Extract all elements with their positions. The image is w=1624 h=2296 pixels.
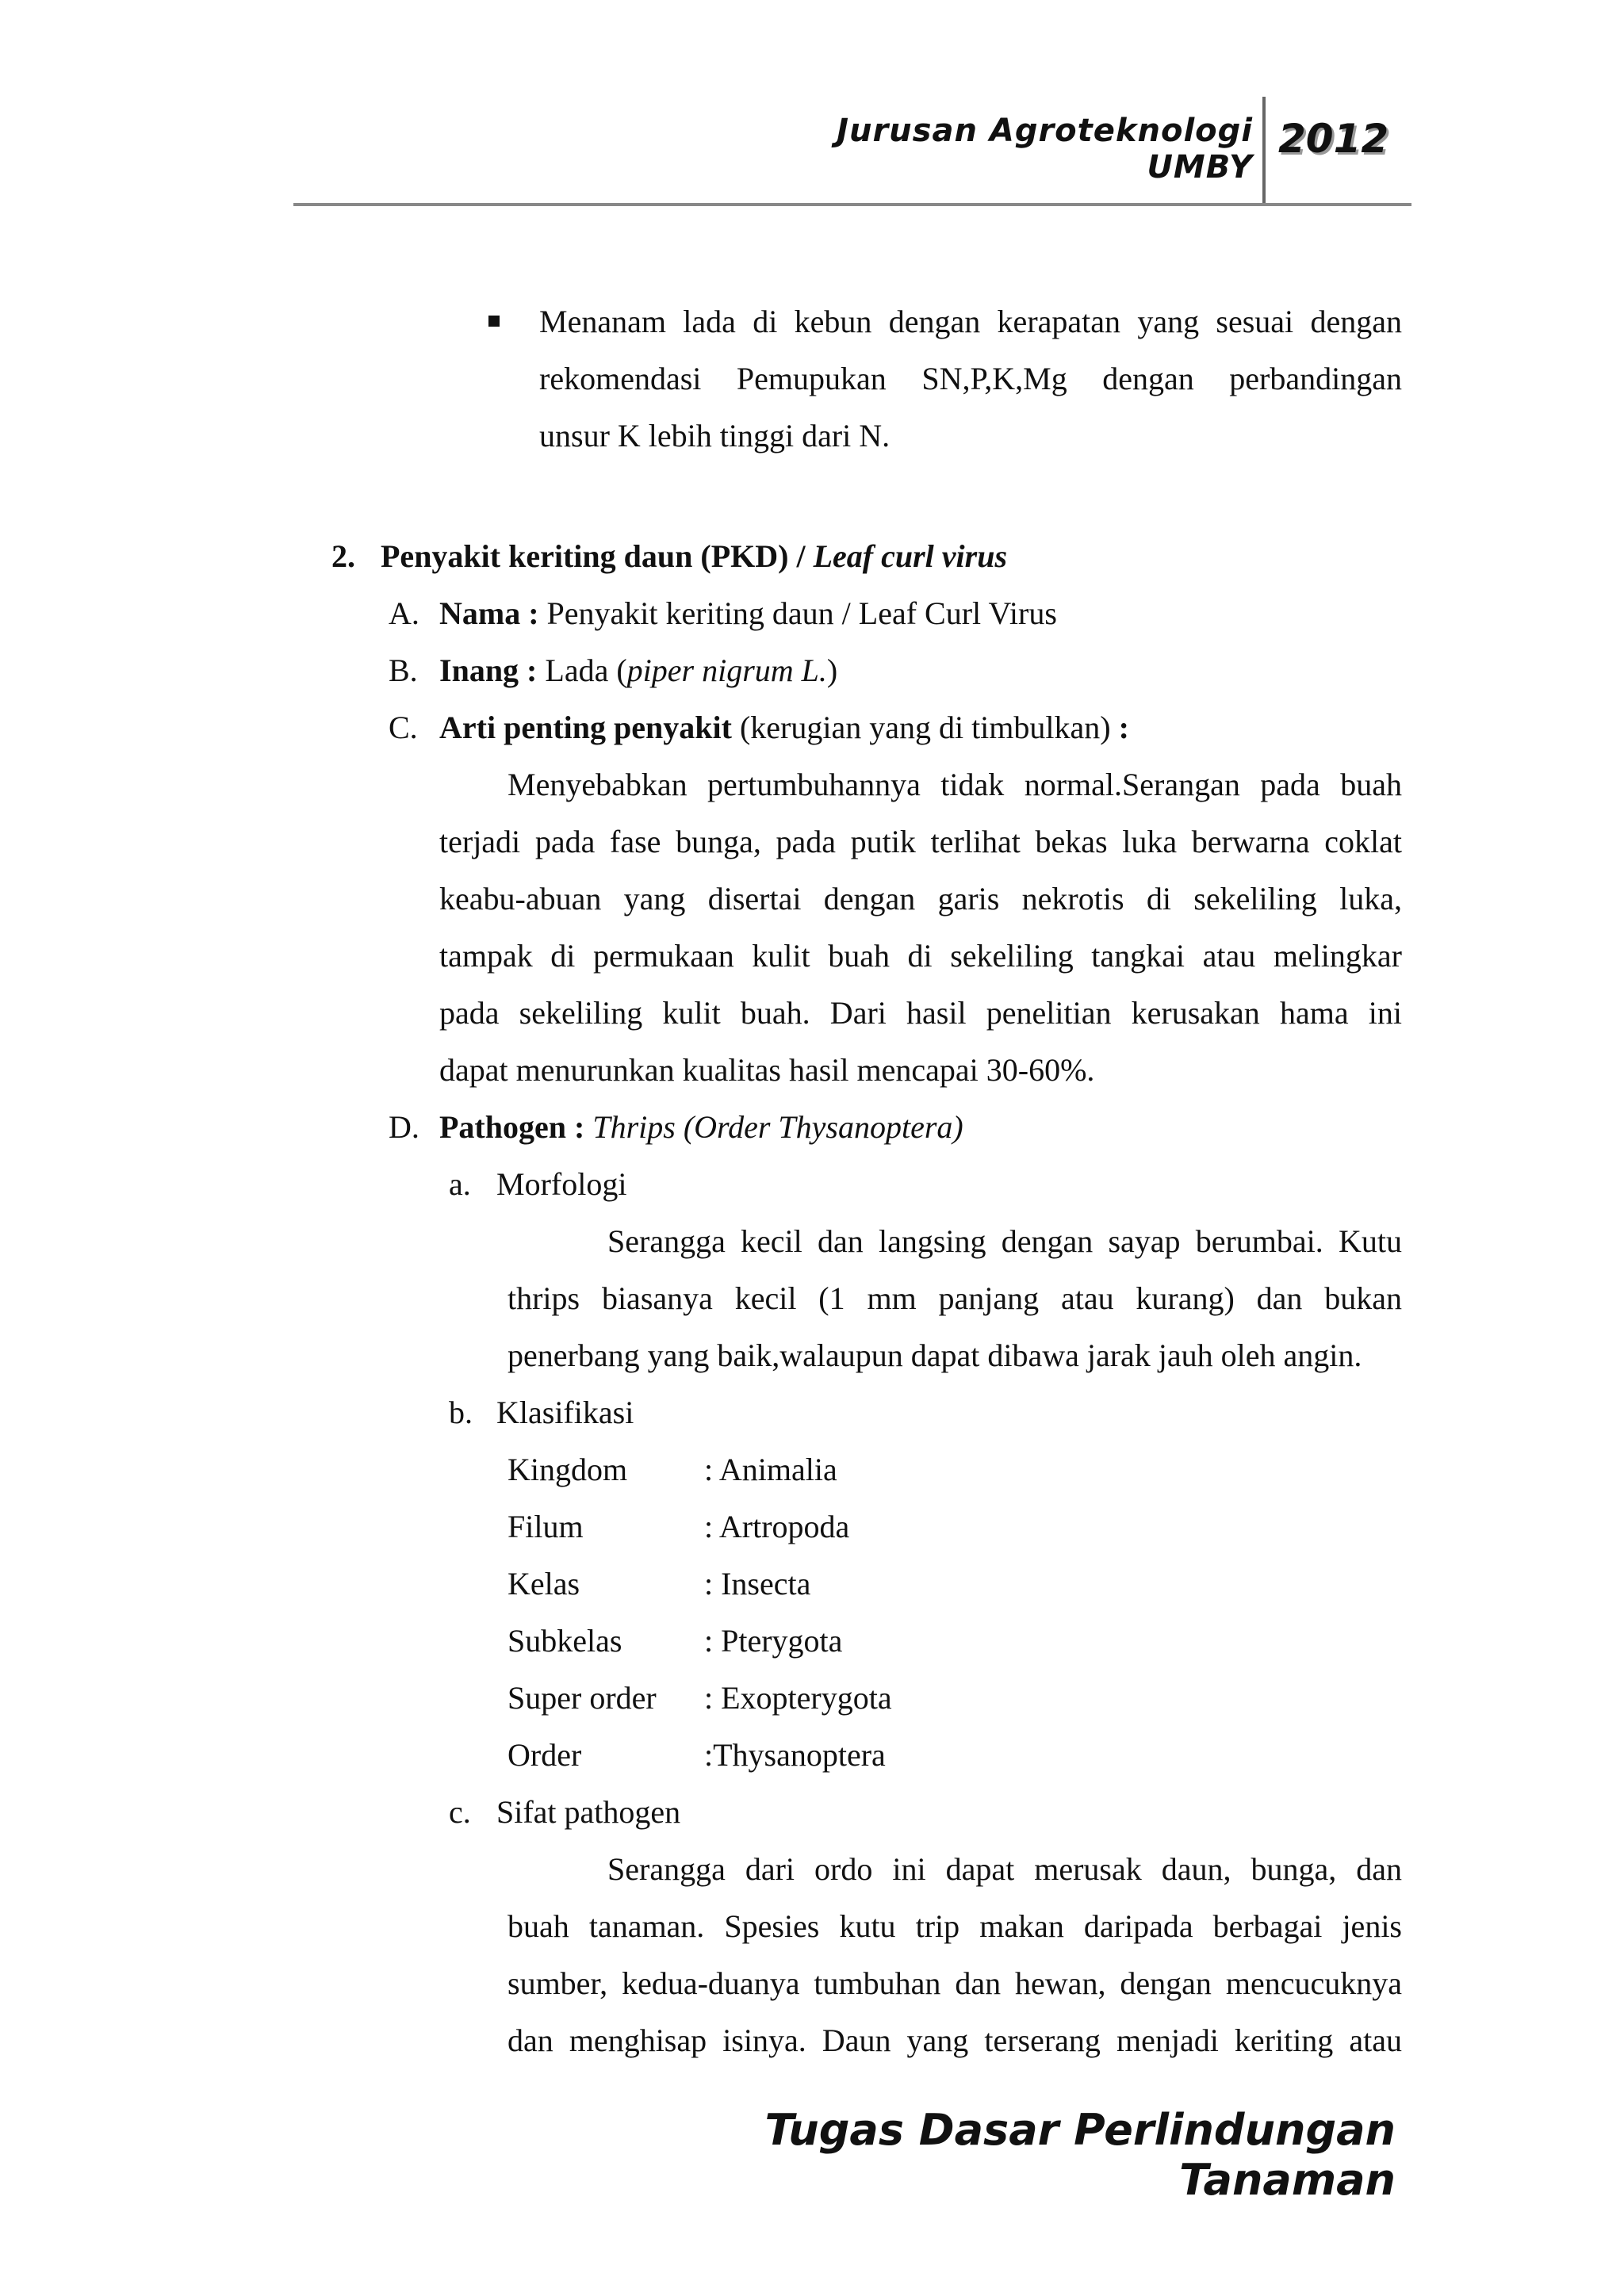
class-key-subkelas: Subkelas bbox=[508, 1623, 622, 1659]
sub-a-para-2: thrips biasanya kecil (1 mm panjang atau kurang) dan bukan bbox=[508, 1280, 1402, 1316]
section-heading-bold: Penyakit keriting daun (PKD) / bbox=[381, 538, 814, 574]
item-d-text bbox=[439, 1108, 963, 1146]
class-value-kingdom: : Animalia bbox=[704, 1452, 837, 1487]
item-b-text-before: Lada ( bbox=[537, 652, 627, 688]
section-heading-italic: Leaf curl virus bbox=[813, 538, 1008, 574]
class-value-order: :Thysanoptera bbox=[704, 1737, 886, 1773]
item-d-marker: D. bbox=[389, 1109, 419, 1145]
class-key-filum: Filum bbox=[508, 1509, 584, 1544]
item-c-label: Arti penting penyakit bbox=[439, 710, 732, 745]
sub-a-marker: a. bbox=[449, 1166, 471, 1202]
sub-b-marker: b. bbox=[449, 1395, 473, 1430]
sub-c-para-1: Serangga dari ordo ini dapat merusak daun, bunga, dan bbox=[607, 1851, 1402, 1887]
item-b-italic: piper nigrum L. bbox=[626, 652, 827, 688]
item-c-para-5: pada sekeliling kulit buah. Dari hasil penelitian kerusakan hama ini bbox=[439, 995, 1402, 1031]
item-c-marker: C. bbox=[389, 710, 418, 745]
bullet-line-2: rekomendasi Pemupukan SN,P,K,Mg dengan perbandingan bbox=[539, 361, 1402, 396]
item-c-text bbox=[439, 709, 1129, 747]
bullet-square-icon bbox=[488, 316, 500, 327]
item-a-marker: A. bbox=[389, 595, 419, 631]
item-c-para-4: tampak di permukaan kulit buah di sekeliling tangkai atau melingkar bbox=[439, 938, 1402, 974]
item-c-para-6: dapat menurunkan kualitas hasil mencapai 30-60%. bbox=[439, 1052, 1095, 1088]
class-value-subkelas: : Pterygota bbox=[704, 1623, 843, 1659]
class-key-kingdom: Kingdom bbox=[508, 1452, 628, 1487]
sub-c-para-3: sumber, kedua-duanya tumbuhan dan hewan, dengan mencucuknya bbox=[508, 1965, 1402, 2001]
item-c-para-1: Menyebabkan pertumbuhannya tidak normal.Serangan pada buah bbox=[508, 767, 1402, 802]
header-rule bbox=[293, 203, 1411, 206]
bullet-line-3: unsur K lebih tinggi dari N. bbox=[539, 418, 891, 453]
header-title: Jurusan Agroteknologi UMBY bbox=[837, 113, 1253, 186]
item-a-label: Nama : bbox=[439, 595, 539, 631]
class-value-filum: : Artropoda bbox=[704, 1509, 850, 1544]
sub-c-para-4: dan menghisap isinya. Daun yang terserang menjadi keriting atau bbox=[508, 2022, 1402, 2058]
sub-b-title: Klasifikasi bbox=[496, 1395, 634, 1430]
item-a-text bbox=[439, 595, 1057, 633]
class-value-kelas: : Insecta bbox=[704, 1566, 811, 1601]
item-a-value: Penyakit keriting daun / Leaf Curl Virus bbox=[538, 595, 1057, 631]
item-c-desc: (kerugian yang di timbulkan) bbox=[731, 710, 1119, 745]
header-divider bbox=[1262, 97, 1266, 206]
sub-c-marker: c. bbox=[449, 1794, 471, 1830]
header-year: 2012 bbox=[1278, 116, 1389, 162]
item-b-marker: B. bbox=[389, 652, 418, 688]
section-number: 2. bbox=[331, 538, 355, 574]
bullet-line-1: Menanam lada di kebun dengan kerapatan yang sesuai dengan bbox=[539, 304, 1402, 339]
item-c-para-3: keabu-abuan yang disertai dengan garis nekrotis di sekeliling luka, bbox=[439, 881, 1402, 916]
item-b-text-after: ) bbox=[826, 652, 838, 688]
item-b-text bbox=[439, 652, 837, 690]
item-d-italic: Thrips (Order Thysanoptera) bbox=[584, 1109, 963, 1145]
item-b-label: Inang : bbox=[439, 652, 538, 688]
sub-a-para-3: penerbang yang baik,walaupun dapat dibawa jarak jauh oleh angin. bbox=[508, 1337, 1362, 1373]
sub-a-title: Morfologi bbox=[496, 1166, 627, 1202]
class-key-super-order: Super order bbox=[508, 1680, 657, 1716]
item-c-colon: : bbox=[1118, 710, 1129, 745]
sub-c-title: Sifat pathogen bbox=[496, 1794, 681, 1830]
item-d-label: Pathogen : bbox=[439, 1109, 585, 1145]
class-key-kelas: Kelas bbox=[508, 1566, 580, 1601]
item-c-para-2: terjadi pada fase bunga, pada putik terlihat bekas luka berwarna coklat bbox=[439, 824, 1402, 859]
section-heading bbox=[381, 538, 1007, 576]
footer-title: Tugas Dasar Perlindungan Tanaman bbox=[764, 2105, 1396, 2205]
class-key-order: Order bbox=[508, 1737, 582, 1773]
sub-c-para-2: buah tanaman. Spesies kutu trip makan daripada berbagai jenis bbox=[508, 1908, 1402, 1944]
sub-a-para-1: Serangga kecil dan langsing dengan sayap berumbai. Kutu bbox=[607, 1223, 1402, 1259]
class-value-super-order: : Exopterygota bbox=[704, 1680, 892, 1716]
